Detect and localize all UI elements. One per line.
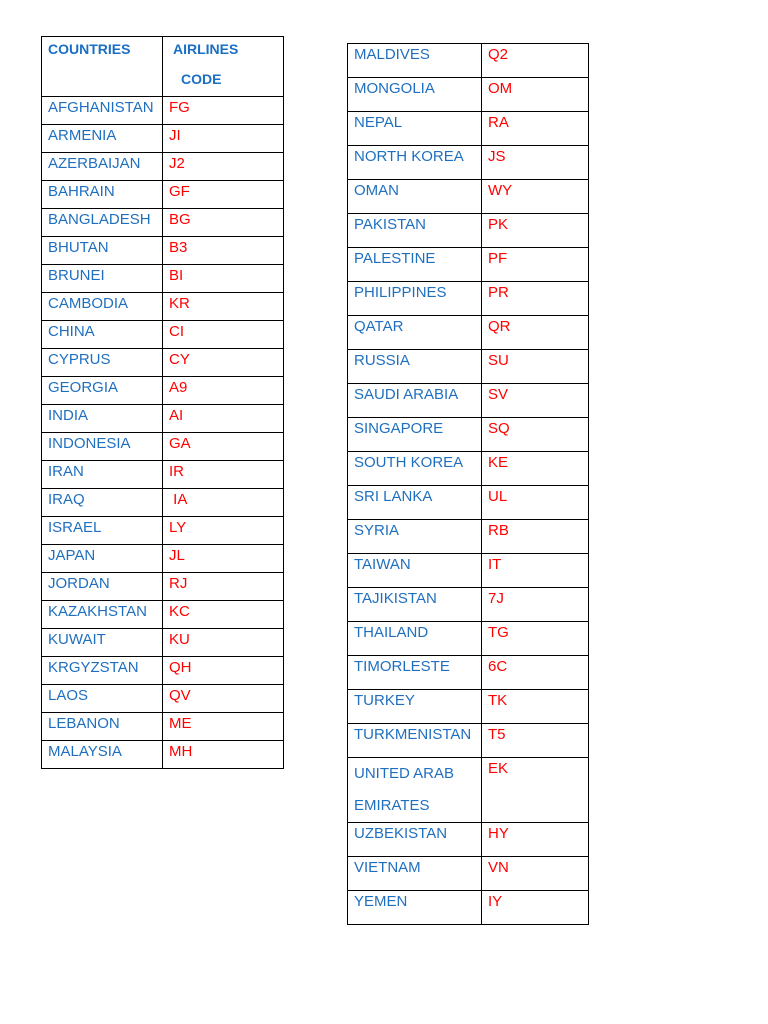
table-row	[42, 713, 284, 741]
airline-code-cell: WY	[482, 180, 589, 214]
airline-code-cell: T5	[482, 724, 589, 758]
country-cell: SAUDI ARABIA	[348, 384, 482, 418]
country-cell: INDONESIA	[42, 433, 163, 461]
table-header-row	[42, 37, 284, 97]
airline-code-cell: Q2	[482, 44, 589, 78]
country-cell: KAZAKHSTAN	[42, 601, 163, 629]
country-cell: TAIWAN	[348, 554, 482, 588]
country-cell: AFGHANISTAN	[42, 97, 163, 125]
airline-code-cell: HY	[482, 823, 589, 857]
country-cell: JAPAN	[42, 545, 163, 573]
table-row	[42, 657, 284, 685]
country-cell: MONGOLIA	[348, 78, 482, 112]
table-row	[348, 282, 589, 316]
table-row	[42, 461, 284, 489]
airline-code-cell: JI	[163, 125, 284, 153]
airline-code-cell: JL	[163, 545, 284, 573]
airline-code-cell: BI	[163, 265, 284, 293]
country-cell: TIMORLESTE	[348, 656, 482, 690]
table-row	[42, 209, 284, 237]
airline-code-cell: PR	[482, 282, 589, 316]
airline-code-cell: MH	[163, 741, 284, 769]
table-row	[42, 349, 284, 377]
country-cell: MALDIVES	[348, 44, 482, 78]
country-cell: GEORGIA	[42, 377, 163, 405]
airline-code-cell: GF	[163, 181, 284, 209]
country-cell: PALESTINE	[348, 248, 482, 282]
table-row	[348, 350, 589, 384]
country-cell: OMAN	[348, 180, 482, 214]
airline-code-cell: PF	[482, 248, 589, 282]
country-cell: JORDAN	[42, 573, 163, 601]
airline-code-cell: B3	[163, 237, 284, 265]
airline-code-cell: IY	[482, 891, 589, 925]
country-cell: CAMBODIA	[42, 293, 163, 321]
country-cell: BAHRAIN	[42, 181, 163, 209]
table-row	[42, 489, 284, 517]
airline-code-cell: IA	[163, 489, 284, 517]
country-cell: QATAR	[348, 316, 482, 350]
country-cell: MALAYSIA	[42, 741, 163, 769]
airline-code-cell: QH	[163, 657, 284, 685]
airline-code-cell: AI	[163, 405, 284, 433]
table-row	[348, 418, 589, 452]
airline-code-cell: RB	[482, 520, 589, 554]
table-row	[42, 433, 284, 461]
airline-code-cell: KR	[163, 293, 284, 321]
country-cell: CYPRUS	[42, 349, 163, 377]
country-cell: RUSSIA	[348, 350, 482, 384]
country-cell: NORTH KOREA	[348, 146, 482, 180]
table-row	[348, 622, 589, 656]
airline-code-cell: IT	[482, 554, 589, 588]
table-row	[42, 181, 284, 209]
country-cell: KRGYZSTAN	[42, 657, 163, 685]
airline-code-cell: KC	[163, 601, 284, 629]
country-cell: VIETNAM	[348, 857, 482, 891]
country-cell: BRUNEI	[42, 265, 163, 293]
airline-code-cell: LY	[163, 517, 284, 545]
table-row	[348, 690, 589, 724]
airline-code-cell: 6C	[482, 656, 589, 690]
airline-code-cell: CY	[163, 349, 284, 377]
airline-code-cell: ME	[163, 713, 284, 741]
airline-code-cell: SQ	[482, 418, 589, 452]
table-row	[348, 724, 589, 758]
header-code: CODE	[181, 71, 222, 87]
country-cell: KUWAIT	[42, 629, 163, 657]
airline-code-cell: A9	[163, 377, 284, 405]
table-row	[42, 293, 284, 321]
airline-code-cell: IR	[163, 461, 284, 489]
table-row	[42, 741, 284, 769]
table-row	[348, 554, 589, 588]
airline-codes-table-left	[41, 36, 284, 769]
table-row	[42, 265, 284, 293]
country-cell: LAOS	[42, 685, 163, 713]
airline-code-cell: KU	[163, 629, 284, 657]
table-row	[42, 237, 284, 265]
table-row	[348, 78, 589, 112]
country-cell: AZERBAIJAN	[42, 153, 163, 181]
country-cell: BHUTAN	[42, 237, 163, 265]
airline-code-cell: KE	[482, 452, 589, 486]
country-cell: YEMEN	[348, 891, 482, 925]
airline-code-cell: RA	[482, 112, 589, 146]
country-cell: PAKISTAN	[348, 214, 482, 248]
table-row	[42, 321, 284, 349]
table-row	[42, 377, 284, 405]
country-cell: TURKMENISTAN	[348, 724, 482, 758]
country-cell: IRAN	[42, 461, 163, 489]
table-row	[42, 601, 284, 629]
airline-code-cell: TK	[482, 690, 589, 724]
country-cell: SOUTH KOREA	[348, 452, 482, 486]
header-countries: COUNTRIES	[42, 37, 163, 97]
table-row	[348, 588, 589, 622]
airline-code-cell: CI	[163, 321, 284, 349]
table-row	[348, 486, 589, 520]
airline-code-cell: BG	[163, 209, 284, 237]
table-row	[348, 823, 589, 857]
country-cell: SINGAPORE	[348, 418, 482, 452]
airline-code-cell: VN	[482, 857, 589, 891]
airline-code-cell: EK	[482, 758, 589, 823]
airline-code-cell: OM	[482, 78, 589, 112]
airline-code-cell: PK	[482, 214, 589, 248]
airline-codes-table-right	[347, 43, 589, 925]
country-cell: NEPAL	[348, 112, 482, 146]
table-row	[348, 857, 589, 891]
country-cell: PHILIPPINES	[348, 282, 482, 316]
table-row	[348, 44, 589, 78]
country-cell: UZBEKISTAN	[348, 823, 482, 857]
country-cell: SRI LANKA	[348, 486, 482, 520]
country-cell: UNITED ARAB EMIRATES	[348, 758, 482, 823]
table-row	[348, 316, 589, 350]
airline-code-cell: SU	[482, 350, 589, 384]
country-cell: INDIA	[42, 405, 163, 433]
table-row	[42, 517, 284, 545]
airline-code-cell: QR	[482, 316, 589, 350]
airline-code-cell: QV	[163, 685, 284, 713]
table-row	[42, 153, 284, 181]
table-row	[348, 452, 589, 486]
airline-code-cell: RJ	[163, 573, 284, 601]
table-row	[348, 384, 589, 418]
airline-code-cell: SV	[482, 384, 589, 418]
table-row	[42, 545, 284, 573]
table-row	[348, 248, 589, 282]
airline-code-cell: FG	[163, 97, 284, 125]
airline-code-cell: J2	[163, 153, 284, 181]
table-row	[348, 112, 589, 146]
table-row	[348, 520, 589, 554]
country-cell: CHINA	[42, 321, 163, 349]
country-cell: LEBANON	[42, 713, 163, 741]
table-row	[348, 656, 589, 690]
country-cell: ARMENIA	[42, 125, 163, 153]
table-row	[42, 573, 284, 601]
country-cell: TURKEY	[348, 690, 482, 724]
table-row	[348, 214, 589, 248]
header-airlines: AIRLINES	[173, 41, 239, 57]
country-cell: ISRAEL	[42, 517, 163, 545]
country-cell: THAILAND	[348, 622, 482, 656]
airline-code-cell: TG	[482, 622, 589, 656]
country-cell: TAJIKISTAN	[348, 588, 482, 622]
header-airlines-code	[163, 37, 284, 97]
table-row	[42, 97, 284, 125]
table-row	[42, 629, 284, 657]
airline-code-cell: GA	[163, 433, 284, 461]
table-row	[348, 146, 589, 180]
table-row	[42, 405, 284, 433]
airline-code-cell: JS	[482, 146, 589, 180]
airline-code-cell: UL	[482, 486, 589, 520]
table-row	[348, 758, 589, 823]
table-row	[348, 180, 589, 214]
airline-code-cell: 7J	[482, 588, 589, 622]
table-row	[42, 125, 284, 153]
country-cell: IRAQ	[42, 489, 163, 517]
table-row	[348, 891, 589, 925]
country-cell: SYRIA	[348, 520, 482, 554]
table-row	[42, 685, 284, 713]
country-cell: BANGLADESH	[42, 209, 163, 237]
